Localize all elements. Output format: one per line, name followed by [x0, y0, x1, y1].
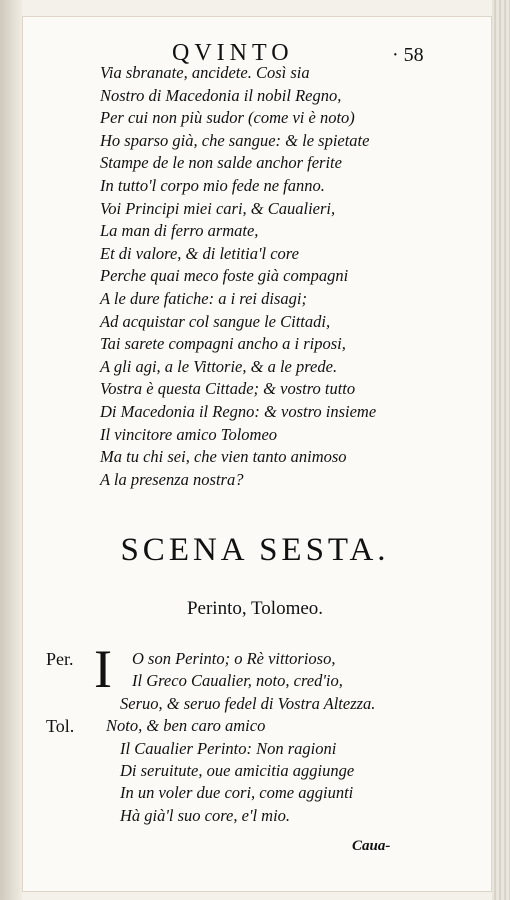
dialogue-text: Di seruitute, oue amicitia aggiunge	[120, 760, 355, 780]
verse-line: Ad acquistar col sangue le Cittadi,	[100, 311, 331, 331]
verse-line: A le dure fatiche: a i rei disagi;	[100, 288, 307, 308]
page-edges	[492, 0, 510, 900]
dialogue-text: Noto, & ben caro amico	[106, 716, 266, 736]
verse-line: Tai sarete compagni ancho a i riposi,	[100, 334, 346, 354]
drop-cap: I	[94, 639, 112, 699]
dialogue-line	[46, 805, 466, 827]
verse-line: Di Macedonia il Regno: & vostro insieme	[100, 401, 377, 421]
verse-line: A la presenza nostra?	[100, 469, 244, 489]
verse-line: Stampe de le non salde anchor ferite	[100, 153, 342, 173]
verse-line: Per cui non più sudor (come vi è noto)	[100, 108, 355, 128]
verse-block	[100, 62, 460, 491]
dialogue-text: Il Greco Caualier, noto, cred'io,	[132, 671, 343, 691]
verse-line: Via sbranate, ancidete. Così sia	[100, 63, 310, 82]
verse-line: Et di valore, & di letitia'l core	[100, 243, 299, 263]
dialogue-line	[46, 715, 466, 737]
verse-line: Il vincitore amico Tolomeo	[100, 424, 278, 444]
dialogue-line	[46, 738, 466, 760]
catchword: Caua-	[352, 838, 391, 854]
verse-line: Ma tu chi sei, che vien tanto animoso	[100, 447, 347, 467]
verse-line: Vostra è questa Cittade; & vostro tutto	[100, 379, 356, 399]
scene-title: SCENA SESTA.	[120, 532, 390, 568]
dialogue-line	[46, 670, 466, 692]
verse-line: Perche quai meco foste già compagni	[100, 266, 349, 286]
dialogue-text: O son Perinto; o Rè vittorioso,	[132, 649, 336, 668]
dialogue-line	[46, 782, 466, 804]
page-number: · 58	[392, 44, 424, 66]
verse-line: La man di ferro armate,	[100, 221, 259, 241]
dialogue-text: Hà già'l suo core, e'l mio.	[120, 805, 291, 825]
character-list: Perinto, Tolomeo.	[186, 598, 324, 619]
running-head: QVINTO	[172, 40, 294, 66]
speaker-label: Per.	[46, 649, 74, 669]
verse-line: Nostro di Macedonia il nobil Regno,	[100, 85, 342, 105]
dialogue-block	[46, 639, 466, 827]
dialogue-text: Il Caualier Perinto: Non ragioni	[120, 738, 337, 758]
dialogue-line	[46, 693, 466, 715]
dialogue-text: In un voler due cori, come aggiunti	[120, 783, 354, 803]
verse-line: Voi Principi miei cari, & Caualieri,	[100, 198, 336, 218]
verse-line: Ho sparso già, che sangue: & le spietate	[100, 130, 370, 150]
verse-line: A gli agi, a le Vittorie, & a le prede.	[100, 356, 338, 376]
book-gutter	[0, 0, 22, 900]
speaker-label: Tol.	[46, 716, 75, 737]
verse-line: In tutto'l corpo mio fede ne fanno.	[100, 175, 325, 195]
dialogue-text: Seruo, & seruo fedel di Vostra Altezza.	[120, 693, 376, 713]
dialogue-line	[46, 760, 466, 782]
